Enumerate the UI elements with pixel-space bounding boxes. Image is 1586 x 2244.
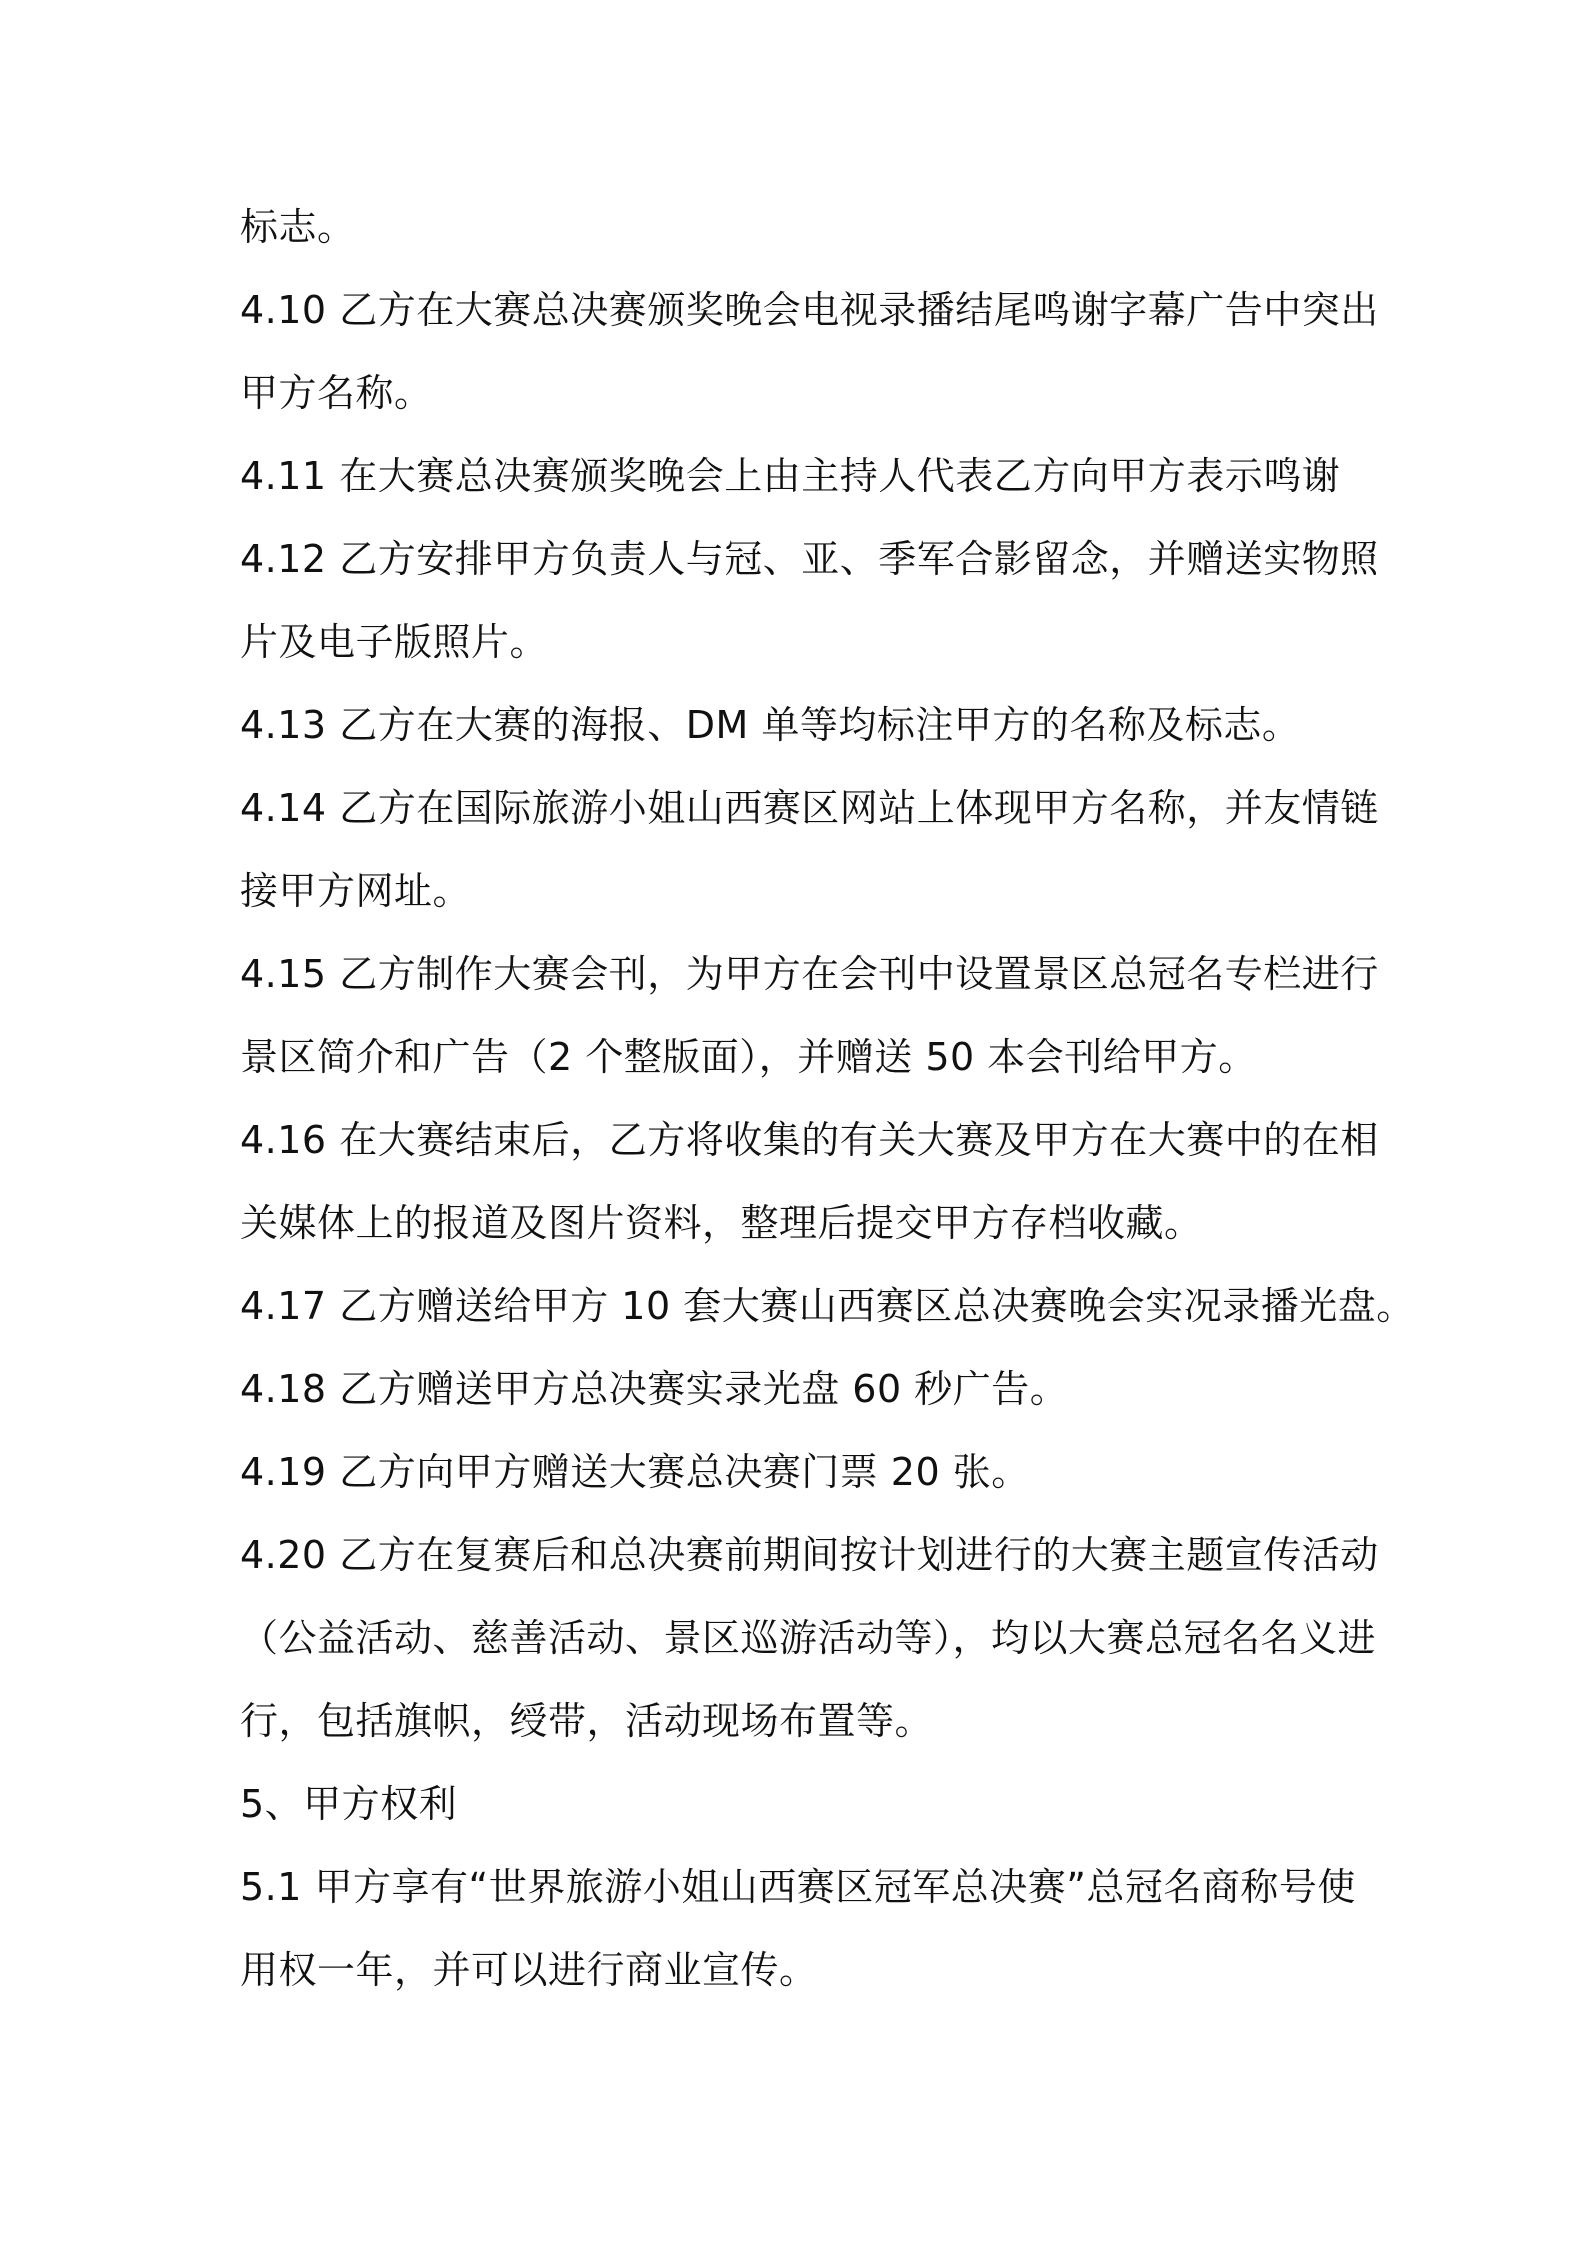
text-line: 4.19 乙方向甲方赠送大赛总决赛门票 20 张。 — [240, 1450, 1030, 1494]
text-line: 4.10 乙方在大赛总决赛颁奖晚会电视录播结尾鸣谢字幕广告中突出 — [240, 288, 1379, 332]
document-body — [240, 186, 1415, 2012]
text-line: 用权一年，并可以进行商业宣传。 — [240, 1948, 818, 1992]
text-line: 片及电子版照片。 — [240, 620, 549, 664]
text-line: 标志。 — [240, 205, 356, 249]
section-heading: 5、甲方权利 — [240, 1782, 458, 1826]
text-line: 关媒体上的报道及图片资料，整理后提交甲方存档收藏。 — [240, 1201, 1203, 1245]
text-line: 4.16 在大赛结束后，乙方将收集的有关大赛及甲方在大赛中的在相 — [240, 1118, 1379, 1162]
text-line: 4.18 乙方赠送甲方总决赛实录光盘 60 秒广告。 — [240, 1367, 1069, 1411]
text-line: 甲方名称。 — [240, 371, 433, 415]
text-line: 4.15 乙方制作大赛会刊，为甲方在会刊中设置景区总冠名专栏进行 — [240, 952, 1379, 996]
text-line: 4.12 乙方安排甲方负责人与冠、亚、季军合影留念，并赠送实物照 — [240, 537, 1379, 581]
text-line: 5.1 甲方享有“世界旅游小姐山西赛区冠军总决赛”总冠名商称号使 — [240, 1865, 1356, 1909]
text-line: 4.20 乙方在复赛后和总决赛前期间按计划进行的大赛主题宣传活动 — [240, 1533, 1379, 1577]
text-line: 4.11 在大赛总决赛颁奖晚会上由主持人代表乙方向甲方表示鸣谢 — [240, 454, 1341, 498]
text-line: 4.17 乙方赠送给甲方 10 套大赛山西赛区总决赛晚会实况录播光盘。 — [240, 1284, 1415, 1328]
text-line: 景区简介和广告（2 个整版面），并赠送 50 本会刊给甲方。 — [240, 1035, 1257, 1079]
text-line: 4.13 乙方在大赛的海报、DM 单等均标注甲方的名称及标志。 — [240, 703, 1301, 747]
text-line: （公益活动、慈善活动、景区巡游活动等），均以大赛总冠名名义进 — [240, 1616, 1377, 1660]
text-line: 接甲方网址。 — [240, 869, 472, 913]
text-line: 4.14 乙方在国际旅游小姐山西赛区网站上体现甲方名称，并友情链 — [240, 786, 1379, 830]
text-line: 行，包括旗帜，绶带，活动现场布置等。 — [240, 1699, 934, 1743]
